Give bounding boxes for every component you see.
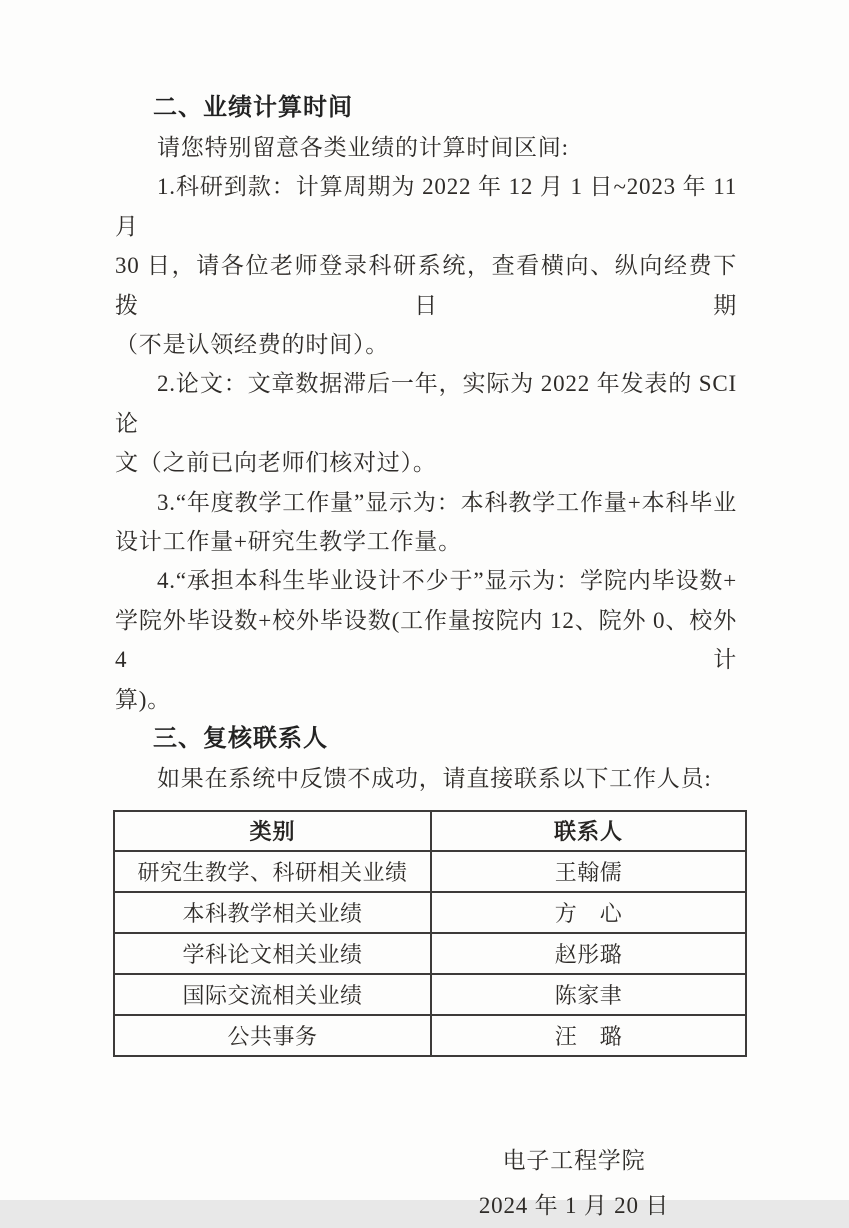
text-line: 1.科研到款：计算周期为 2022 年 12 月 1 日~2023 年 11 月 (115, 174, 737, 239)
section-heading-performance-time: 二、业绩计算时间 (153, 94, 353, 121)
table-header-row (114, 811, 746, 851)
paragraph-group-performance (115, 128, 737, 719)
table-header-contact: 联系人 (431, 811, 746, 851)
text-line: 2.论文：文章数据滞后一年，实际为 2022 年发表的 SCI 论 (115, 371, 737, 436)
table-cell-category: 本科教学相关业绩 (114, 892, 431, 933)
text-line: 30 日，请各位老师登录科研系统，查看横向、纵向经费下拨日期 (115, 253, 737, 318)
contacts-table (113, 810, 747, 1057)
signature-date: 2024 年 1 月 20 日 (478, 1192, 670, 1218)
text-line: 请您特别留意各类业绩的计算时间区间: (157, 135, 569, 160)
paragraph (115, 483, 737, 562)
paragraph-group-contacts (115, 759, 737, 798)
table-cell-category: 研究生教学、科研相关业绩 (114, 851, 431, 892)
text-line: 文（之前已向老师们核对过）。 (115, 450, 437, 476)
table-cell-category: 公共事务 (114, 1015, 431, 1056)
table-row (114, 851, 746, 892)
paragraph (115, 167, 737, 364)
contacts-table-head (114, 811, 746, 851)
paragraph (115, 128, 737, 167)
text-line: 算)。 (115, 686, 172, 712)
text-line: 设计工作量+研究生教学工作量。 (115, 529, 462, 555)
text-line: 学院外毕设数+校外毕设数(工作量按院内 12、院外 0、校外 4 计 (115, 607, 737, 673)
table-cell-category: 学科论文相关业绩 (114, 933, 431, 974)
table-cell-contact: 王翰儒 (431, 851, 746, 892)
text-line: 如果在系统中反馈不成功，请直接联系以下工作人员: (157, 766, 712, 792)
table-header-category: 类别 (114, 811, 431, 851)
contacts-table-body (114, 851, 746, 1056)
table-row (114, 933, 746, 974)
table-cell-contact: 陈家聿 (431, 974, 746, 1015)
table-row (114, 892, 746, 933)
text-line: （不是认领经费的时间）。 (115, 332, 390, 358)
paragraph (115, 364, 737, 482)
paragraph (115, 561, 737, 719)
table-cell-contact: 赵彤璐 (431, 933, 746, 974)
table-row (114, 1015, 746, 1056)
table-row (114, 974, 746, 1015)
document-content (115, 88, 737, 1228)
text-line: 3.“年度教学工作量”显示为：本科教学工作量+本科毕业 (157, 489, 737, 515)
text-line: 4.“承担本科生毕业设计不少于”显示为：学院内毕设数+ (157, 568, 737, 594)
table-cell-category: 国际交流相关业绩 (114, 974, 431, 1015)
table-cell-contact: 汪 璐 (431, 1015, 746, 1056)
paragraph (115, 759, 737, 798)
section-heading-review-contacts: 三、复核联系人 (153, 725, 328, 753)
signature-block (454, 1138, 694, 1228)
table-cell-contact: 方 心 (431, 892, 746, 933)
signature-organization: 电子工程学院 (502, 1147, 646, 1173)
